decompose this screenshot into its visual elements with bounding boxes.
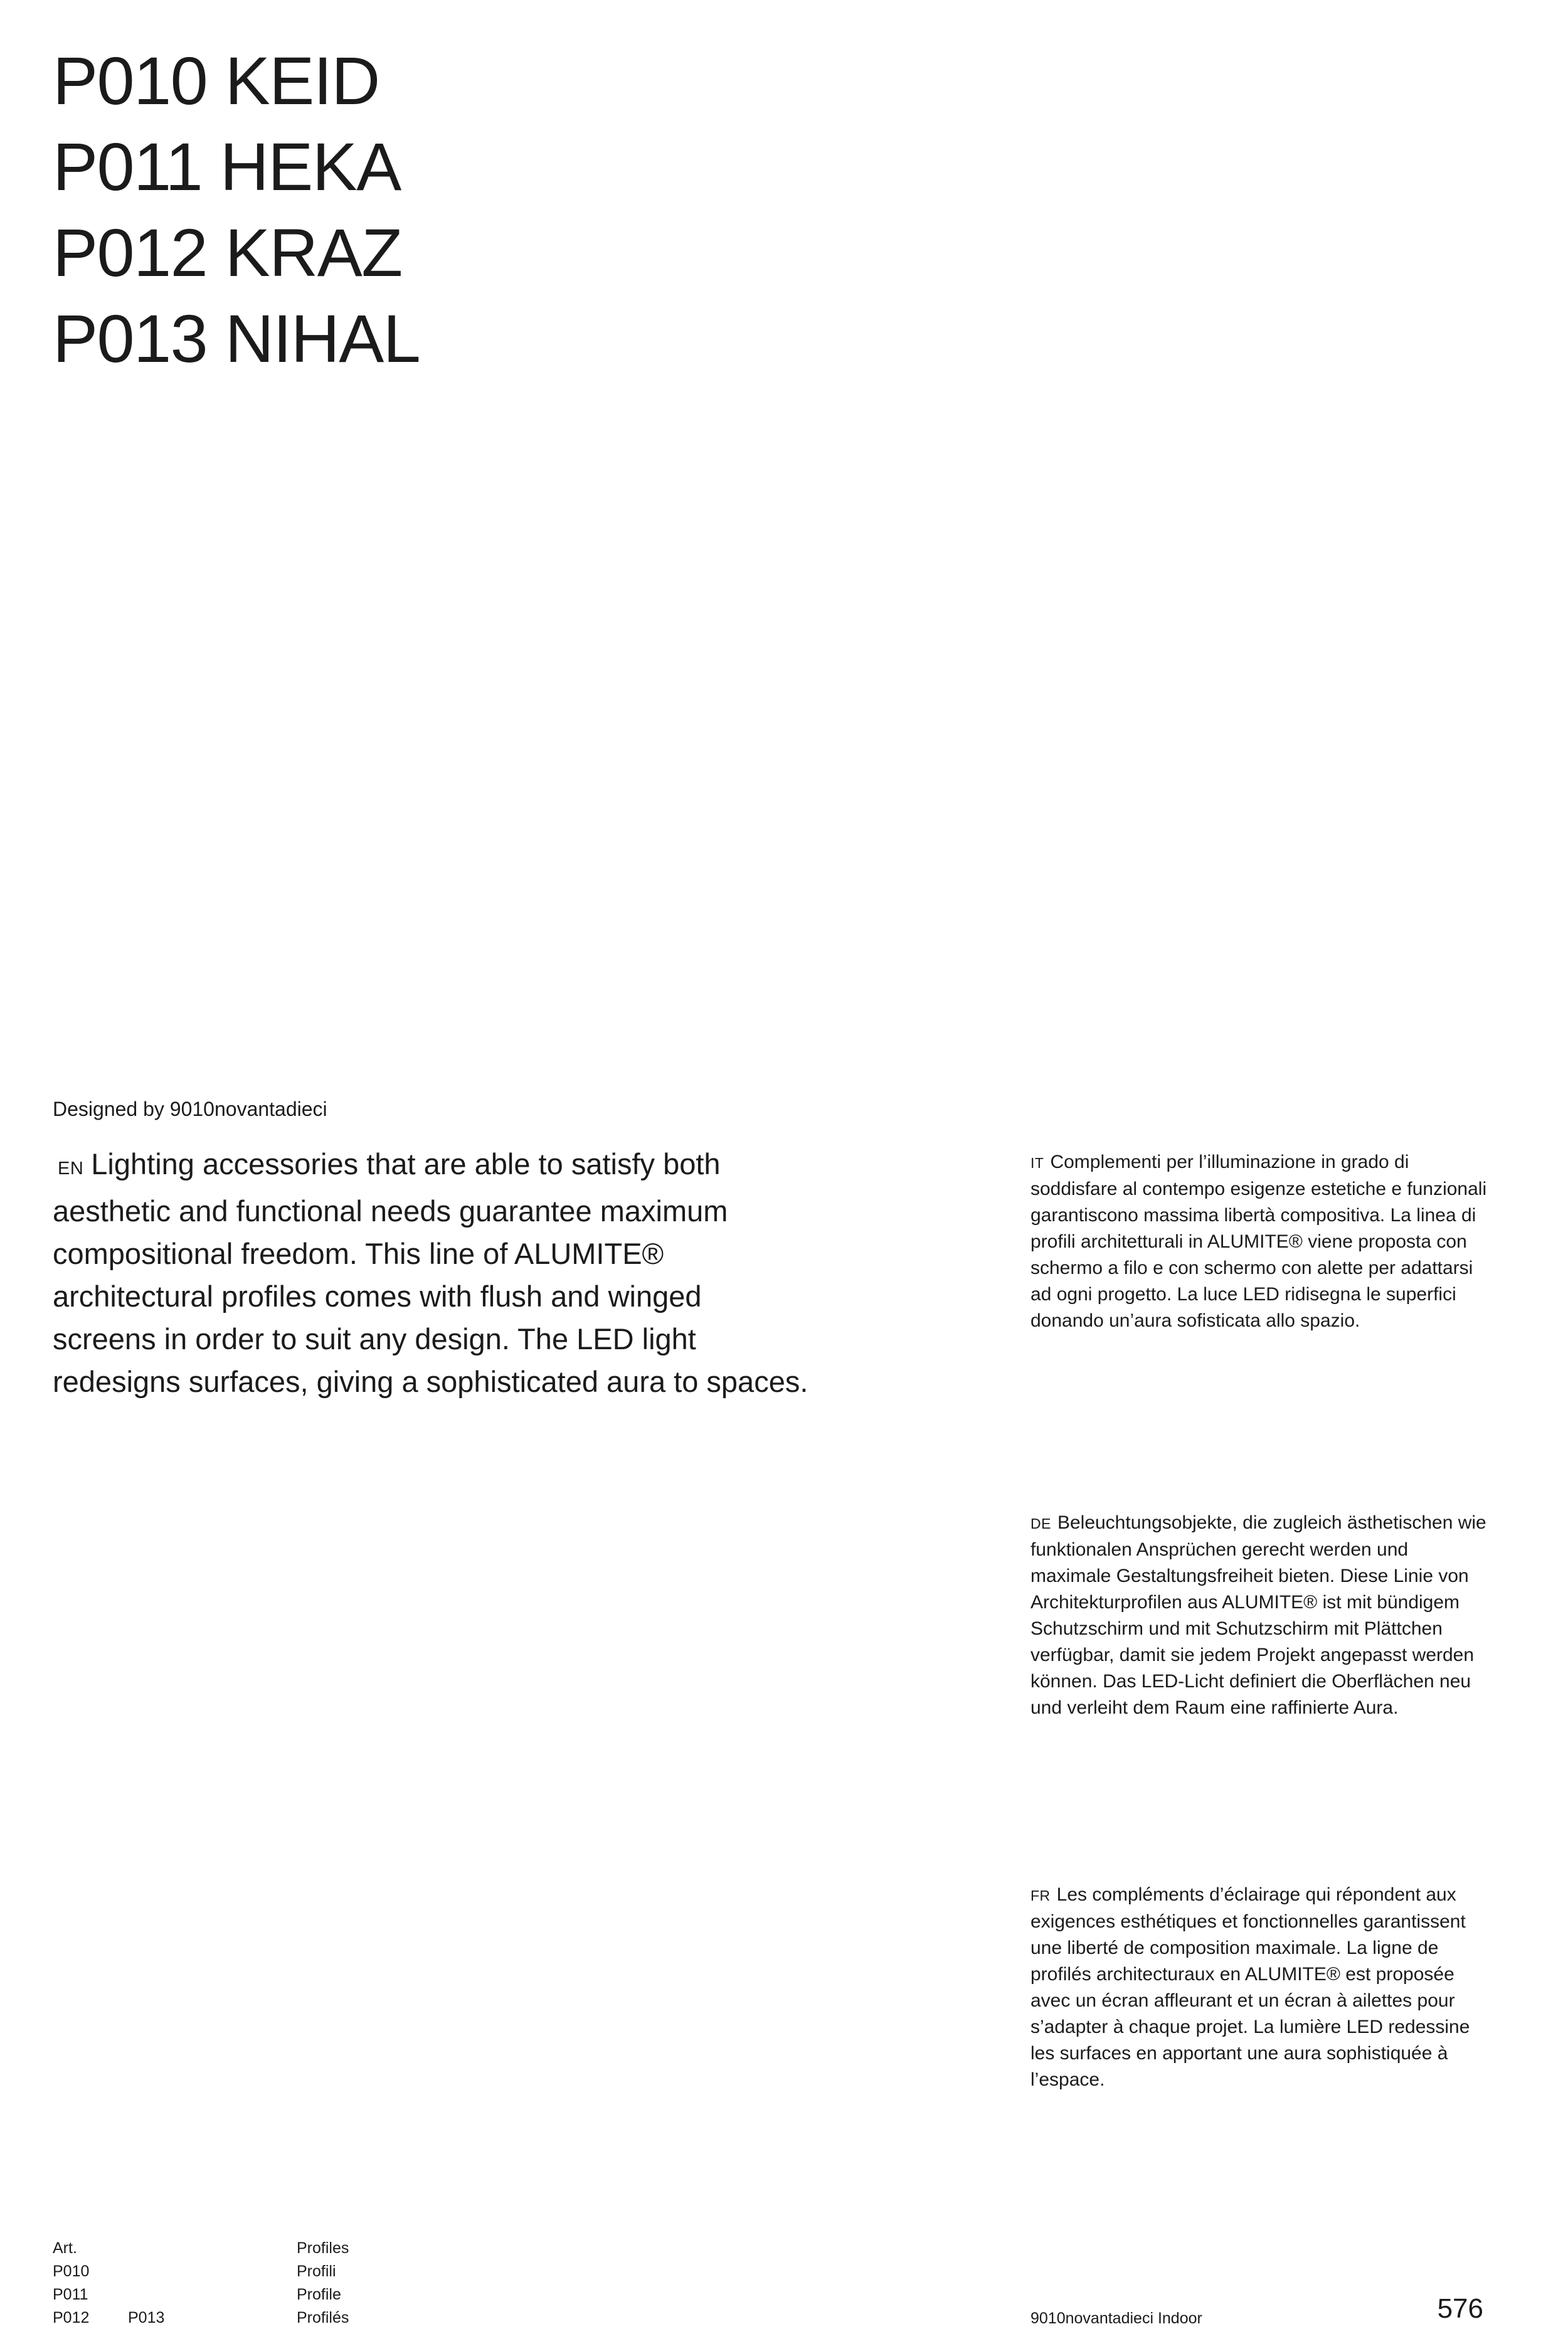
product-title-line: P010 KEID <box>53 43 379 119</box>
description-paragraph-fr <box>1030 1882 1491 2093</box>
product-title-line: P011 HEKA <box>53 129 401 204</box>
description-paragraph-de <box>1030 1510 1491 1721</box>
footer-profiles-column <box>297 2237 349 2329</box>
footer-article-column <box>53 2237 89 2329</box>
language-tag-de: DE <box>1030 1515 1051 1532</box>
product-title-line: P012 KRAZ <box>53 215 402 290</box>
language-tag-fr: FR <box>1030 1887 1051 1904</box>
footer-profiles-item: Profile <box>297 2286 341 2303</box>
description-text-de: Beleuchtungsobjekte, die zugleich ästhetischen wie funktionalen Ansprüchen gerecht werden und maximale Gestaltungsfreiheit bieten. Diese Linie von Architekturprofilen aus ALUMITE® ist mit bündigem Schutzschirm und mit Schutzschirm mit Plättchen verfügbar, damit sie jedem Projekt angepasst werden können. Das LED-Licht definiert die Oberflächen neu und verleiht dem Raum eine raffinierte Aura. <box>1030 1512 1486 1718</box>
footer-profiles-item: Profiles <box>297 2239 349 2257</box>
footer-article-item: P011 <box>53 2286 88 2303</box>
description-paragraph-en <box>53 1143 808 1403</box>
description-paragraph-it <box>1030 1149 1491 1334</box>
language-tag-it: IT <box>1030 1155 1044 1171</box>
footer-profiles-item: Profili <box>297 2263 336 2280</box>
footer-article-item: P010 <box>53 2263 90 2280</box>
product-title-block <box>53 38 420 381</box>
footer-article-header: Art. <box>53 2239 77 2257</box>
product-title-line: P013 NIHAL <box>53 300 420 376</box>
footer-brand-label: 9010novantadieci Indoor <box>1030 2310 1202 2327</box>
page-number: 576 <box>1437 2293 1483 2324</box>
footer-article-item: P012 <box>53 2309 90 2326</box>
description-text-en: Lighting accessories that are able to satisfy both aesthetic and functional needs guarantee maximum compositional freedom. This line of ALUMITE® architectural profiles comes with flush and winged screens in order to suit any design. The LED light redesigns surfaces, giving a sophisticated aura to spaces. <box>53 1147 808 1398</box>
language-tag-en: EN <box>58 1159 84 1179</box>
designed-by-label: Designed by 9010novantadieci <box>53 1098 327 1120</box>
description-text-it: Complementi per l’illuminazione in grado di soddisfare al contempo esigenze estetiche e funzionali garantiscono massima libertà compositiva. La linea di profili architetturali in ALUMITE® viene proposta con schermo a filo e con schermo con alette per adattarsi ad ogni progetto. La luce LED ridisegna le superfici donando un’aura sofisticata allo spazio. <box>1030 1152 1487 1331</box>
description-text-fr: Les compléments d’éclairage qui répondent aux exigences esthétiques et fonctionnelles garantissent une liberté de composition maximale. La ligne de profilés architecturaux en ALUMITE® est proposée avec un écran affleurant et un écran à ailettes pour s’adapter à chaque projet. La lumière LED redessine les surfaces en apportant une aura sophistiquée à l’espace. <box>1030 1884 1470 2090</box>
footer-profiles-item: Profilés <box>297 2309 349 2326</box>
footer-article-item: P013 <box>128 2309 165 2326</box>
